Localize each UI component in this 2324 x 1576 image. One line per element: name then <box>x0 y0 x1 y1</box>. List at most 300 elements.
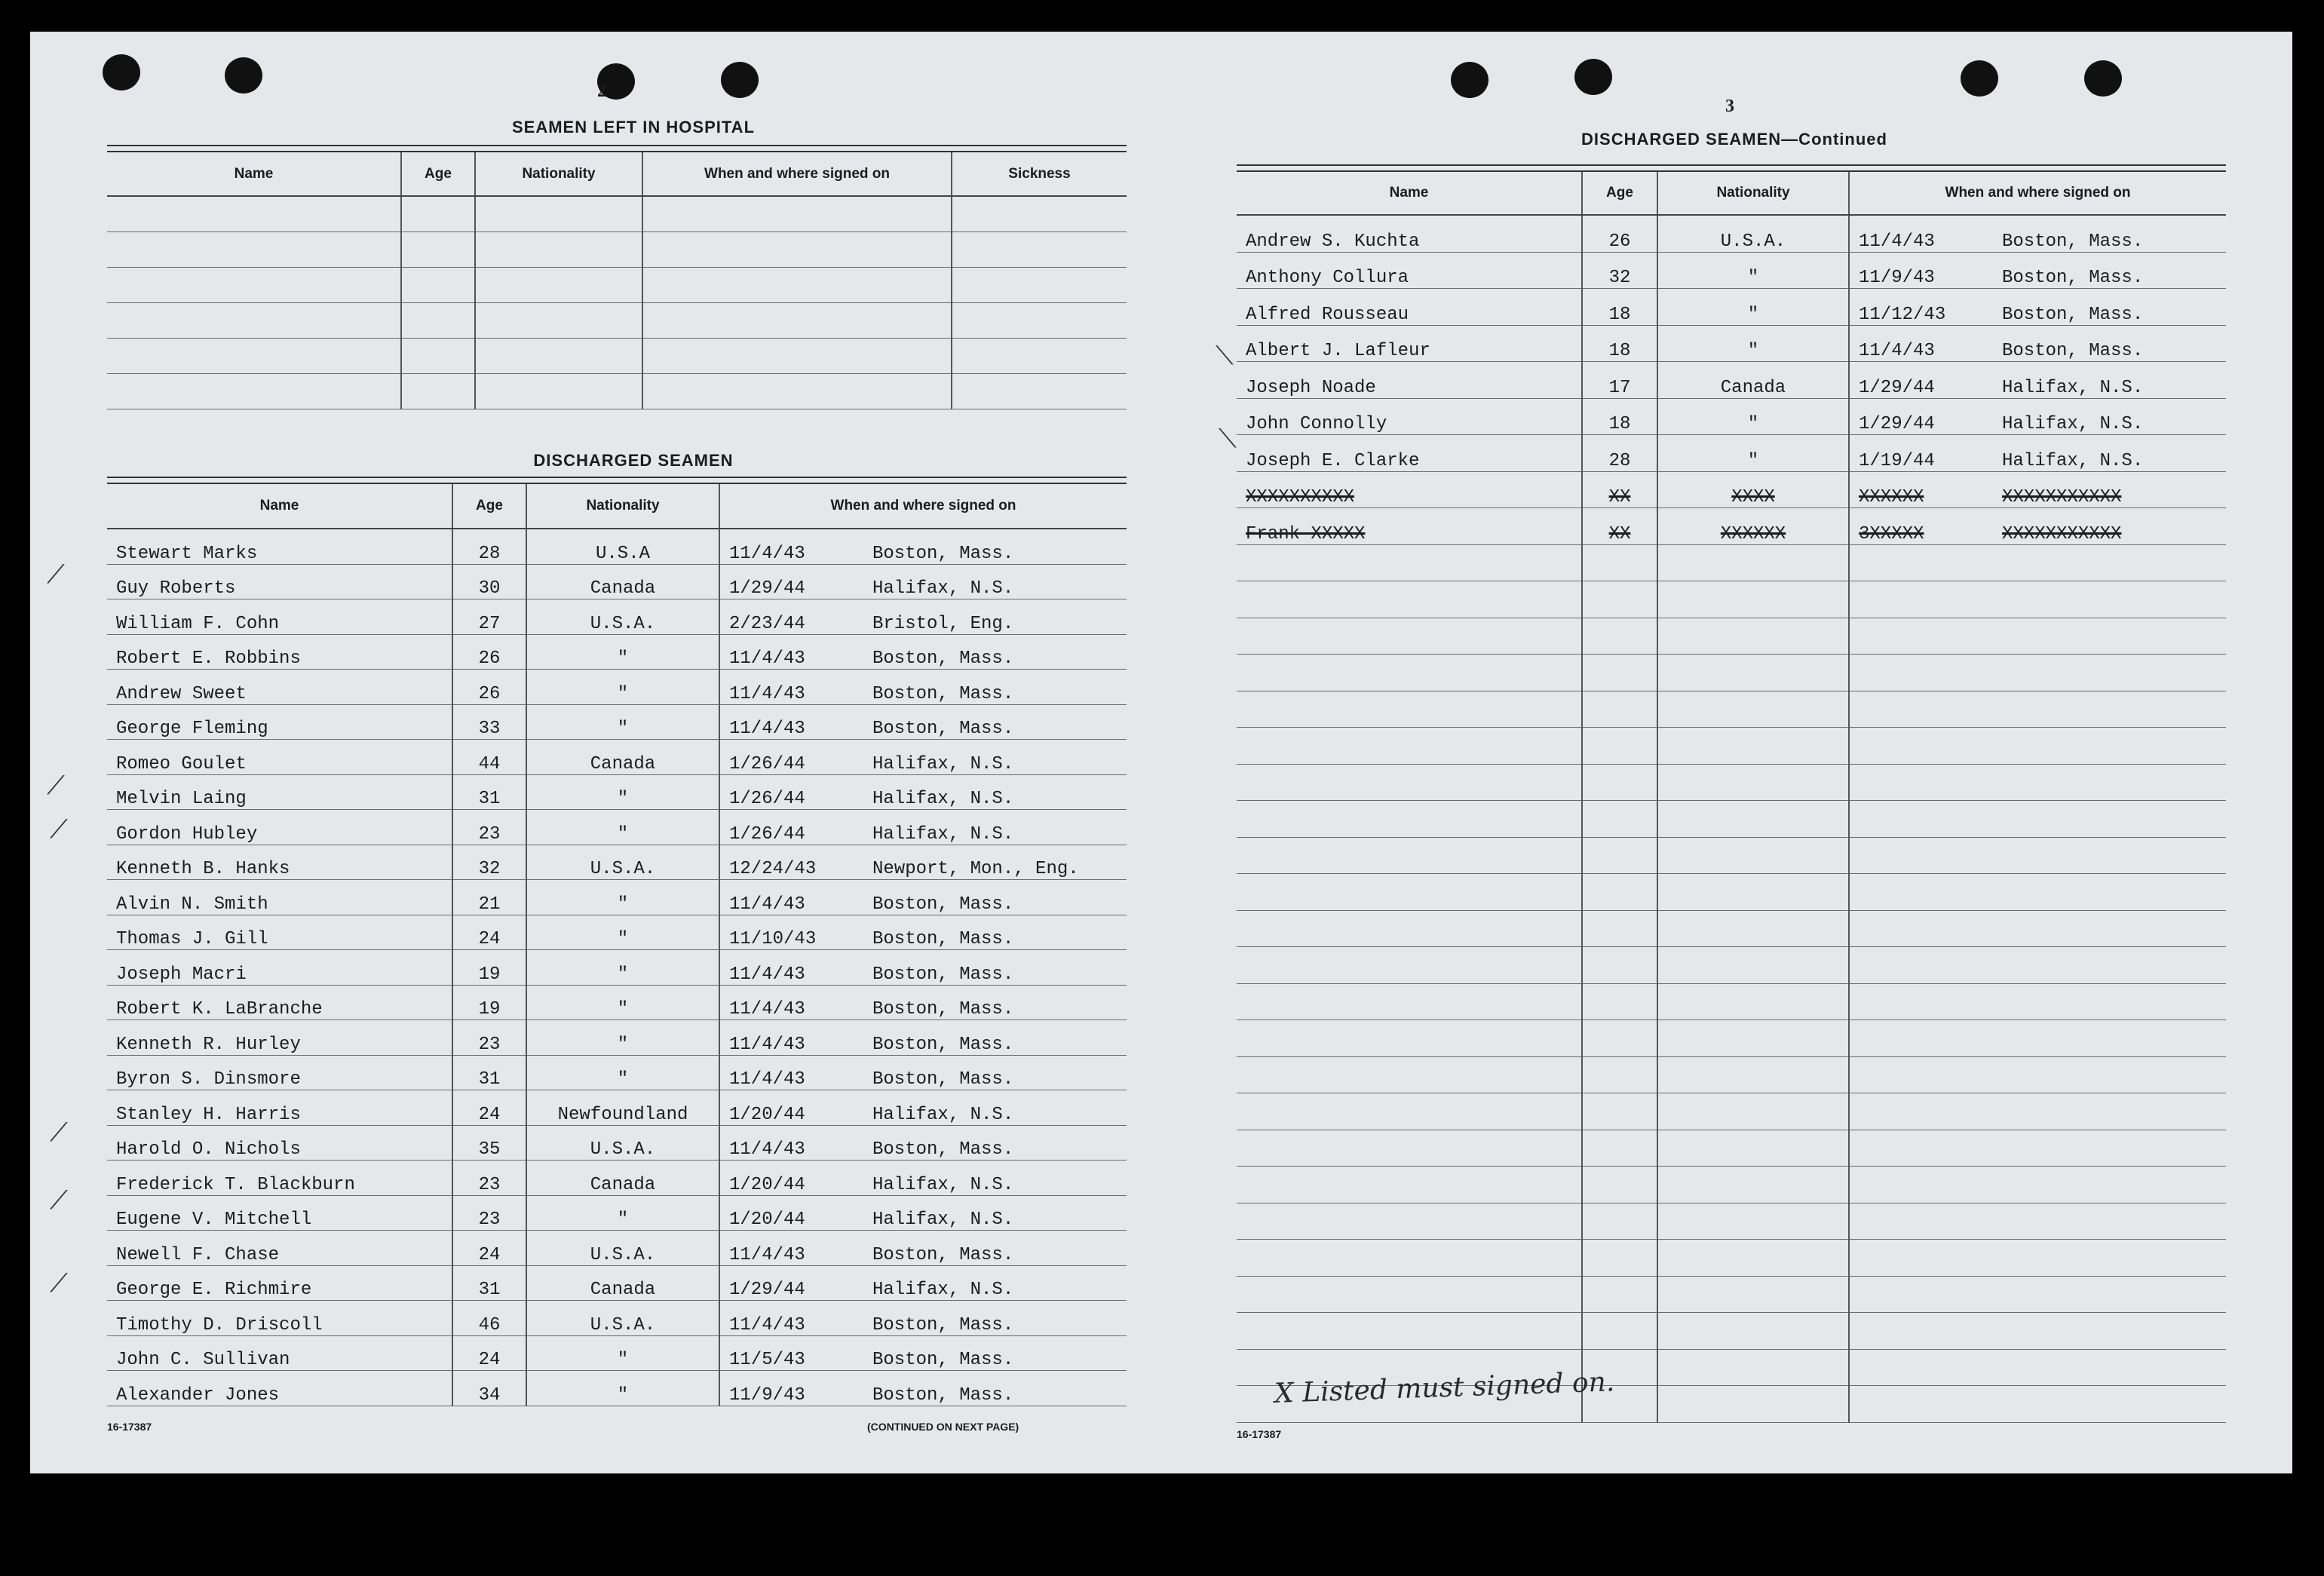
table-row <box>1237 325 2226 362</box>
cell-when-where <box>719 1265 1127 1301</box>
cell-name <box>1237 1093 1582 1130</box>
cell-name: XXXXXXXXXX <box>1237 471 1582 508</box>
signed-on-place: XXXXXXXXXXX <box>2002 523 2122 544</box>
cell-nationality: " <box>1657 435 1849 472</box>
cell-nationality <box>1657 874 1849 911</box>
double-rule <box>107 477 1127 484</box>
cell-age <box>1582 764 1657 801</box>
cell-when-where <box>1849 691 2226 728</box>
cell-when-where <box>719 1020 1127 1056</box>
signed-on-place: Boston, Mass. <box>872 1350 1014 1370</box>
signed-on-place: Boston, Mass. <box>2002 304 2144 325</box>
cell-age: 24 <box>452 1335 526 1371</box>
cell-nationality: " <box>526 1020 719 1056</box>
cell-when-where <box>1849 1130 2226 1167</box>
cell-when-where <box>1849 1056 2226 1093</box>
cell-name: Robert E. Robbins <box>107 634 452 670</box>
cell-when-where <box>719 1195 1127 1231</box>
table-row <box>107 1371 1127 1406</box>
cell-age: 19 <box>452 985 526 1020</box>
cell-age: 23 <box>452 1020 526 1056</box>
cell-nationality <box>1657 1093 1849 1130</box>
signed-on-place: XXXXXXXXXXX <box>2002 487 2122 507</box>
col-header-name: Name <box>1237 172 1582 215</box>
cell-nationality <box>1657 1276 1849 1313</box>
table-row <box>1237 1056 2226 1093</box>
table-row <box>107 950 1127 986</box>
cell-nationality <box>1657 655 1849 691</box>
cell-age: 31 <box>452 1055 526 1090</box>
cell-age: 19 <box>452 950 526 986</box>
page-number: 2 <box>597 81 606 101</box>
signed-on-place: Boston, Mass. <box>872 1384 1014 1406</box>
cell-when-where <box>719 1231 1127 1266</box>
cell-age <box>1582 1276 1657 1313</box>
cell-nationality: " <box>526 915 719 950</box>
cell-nationality <box>1657 947 1849 984</box>
signed-on-place: Halifax, N.S. <box>872 1280 1014 1300</box>
cell-age: 31 <box>452 774 526 810</box>
handwritten-note: X Listed must signed on. <box>1274 1366 1615 1409</box>
discharged-continued-table <box>1237 172 2226 1423</box>
cell-when-where <box>1849 1349 2226 1386</box>
signed-on-date: 11/5/43 <box>729 1350 805 1370</box>
cell-age <box>1582 1130 1657 1167</box>
cell-when-where <box>1849 252 2226 289</box>
cell-when-where <box>719 529 1127 564</box>
cell-when-where <box>1849 1313 2226 1350</box>
cell-name: Kenneth R. Hurley <box>107 1020 452 1056</box>
table-row <box>1237 764 2226 801</box>
cell-nationality: XXXXXX <box>1657 508 1849 545</box>
table-row <box>107 339 1127 374</box>
cell-age: 18 <box>1582 289 1657 326</box>
cell-name: John Connolly <box>1237 398 1582 435</box>
table-row <box>1237 435 2226 472</box>
signed-on-date: 1/29/44 <box>1859 377 1935 398</box>
cell-when-where <box>1849 362 2226 399</box>
table-row <box>1237 1130 2226 1167</box>
discharged-section-title: DISCHARGED SEAMEN <box>533 451 734 470</box>
cell-age: 26 <box>452 670 526 705</box>
form-number: 16-17387 <box>107 1421 152 1433</box>
cell-nationality: " <box>1657 325 1849 362</box>
signed-on-place: Halifax, N.S. <box>2002 414 2144 434</box>
cell-age <box>1582 1313 1657 1350</box>
cell-when-where <box>1849 801 2226 838</box>
col-header-sickness: Sickness <box>952 152 1127 196</box>
cell-when-where <box>719 670 1127 705</box>
hospital-table <box>107 152 1127 409</box>
cell-when-where <box>1849 215 2226 252</box>
cell-age <box>1582 837 1657 874</box>
cell-nationality: U.S.A. <box>526 845 719 880</box>
cell-when-where <box>719 1335 1127 1371</box>
signed-on-place: Boston, Mass. <box>872 683 1014 704</box>
cell-name: Joseph Noade <box>1237 362 1582 399</box>
cell-name: Thomas J. Gill <box>107 915 452 950</box>
signed-on-date: 1/20/44 <box>729 1210 805 1230</box>
cell-nationality <box>1657 1386 1849 1423</box>
table-row <box>1237 1313 2226 1350</box>
signed-on-place: Boston, Mass. <box>872 1069 1014 1090</box>
table-row <box>1237 362 2226 399</box>
table-row <box>107 670 1127 705</box>
cell-nationality <box>1657 1203 1849 1240</box>
cell-nationality: " <box>526 774 719 810</box>
cell-name: Melvin Laing <box>107 774 452 810</box>
cell-name <box>1237 983 1582 1020</box>
cell-when-where <box>1849 1386 2226 1423</box>
signed-on-date: 11/4/43 <box>729 894 805 915</box>
cell-when-where <box>719 810 1127 845</box>
cell-name: Timothy D. Driscoll <box>107 1301 452 1336</box>
cell-name <box>1237 947 1582 984</box>
check-mark: ⟋ <box>50 1185 68 1216</box>
check-mark: ⟋ <box>47 560 65 590</box>
cell-name: Romeo Goulet <box>107 740 452 775</box>
cell-nationality: U.S.A. <box>526 599 719 635</box>
table-row <box>1237 618 2226 655</box>
cell-nationality <box>1657 1313 1849 1350</box>
cell-when-where <box>719 915 1127 950</box>
cell-name <box>1237 837 1582 874</box>
signed-on-place: Boston, Mass. <box>872 1244 1014 1265</box>
cell-name: Frank XXXXX <box>1237 508 1582 545</box>
cell-age: XX <box>1582 508 1657 545</box>
table-row <box>1237 728 2226 765</box>
cell-when-where <box>719 880 1127 915</box>
table-row <box>1237 837 2226 874</box>
cell-name: Stanley H. Harris <box>107 1090 452 1126</box>
cell-name <box>1237 618 1582 655</box>
cell-age: 32 <box>1582 252 1657 289</box>
cell-when-where <box>1849 1276 2226 1313</box>
cell-age: 28 <box>452 529 526 564</box>
col-header-name: Name <box>107 152 401 196</box>
signed-on-place: Halifax, N.S. <box>872 578 1014 599</box>
cell-name: Joseph E. Clarke <box>1237 435 1582 472</box>
cell-when-where <box>1849 471 2226 508</box>
signed-on-date: 11/4/43 <box>729 1034 805 1055</box>
cell-when-where <box>1849 874 2226 911</box>
cell-nationality <box>1657 764 1849 801</box>
cell-when-where <box>719 599 1127 635</box>
signed-on-date: 11/4/43 <box>1859 231 1935 252</box>
table-row <box>107 599 1127 635</box>
cell-when-where <box>1849 1240 2226 1277</box>
signed-on-date: 11/4/43 <box>729 719 805 739</box>
table-row <box>107 232 1127 268</box>
signed-on-date: 1/26/44 <box>729 789 805 809</box>
signed-on-date: 3XXXXX <box>1859 523 1924 544</box>
cell-nationality <box>1657 1167 1849 1203</box>
cell-name <box>1237 1020 1582 1057</box>
signed-on-place: Newport, Mon., Eng. <box>872 859 1079 879</box>
table-row <box>107 880 1127 915</box>
cell-nationality: XXXX <box>1657 471 1849 508</box>
signed-on-place: Boston, Mass. <box>872 1034 1014 1055</box>
cell-when-where <box>719 1125 1127 1161</box>
cell-nationality: " <box>526 810 719 845</box>
cell-when-where <box>719 985 1127 1020</box>
table-row <box>107 634 1127 670</box>
table-row <box>107 740 1127 775</box>
cell-nationality: " <box>526 880 719 915</box>
signed-on-date: 11/4/43 <box>729 964 805 985</box>
cell-age <box>1582 1167 1657 1203</box>
cell-age <box>1582 1203 1657 1240</box>
col-header-name: Name <box>107 484 452 529</box>
cell-nationality <box>1657 1240 1849 1277</box>
cell-name: Joseph Macri <box>107 950 452 986</box>
cell-nationality: " <box>1657 252 1849 289</box>
signed-on-place: Halifax, N.S. <box>872 1210 1014 1230</box>
cell-age: 17 <box>1582 362 1657 399</box>
cell-when-where <box>1849 581 2226 618</box>
cell-when-where <box>719 1161 1127 1196</box>
table-row <box>107 374 1127 409</box>
document-sheet <box>30 32 2292 1473</box>
table-row <box>107 196 1127 232</box>
cell-name <box>1237 874 1582 911</box>
cell-nationality <box>1657 581 1849 618</box>
table-row <box>1237 398 2226 435</box>
table-row <box>107 1055 1127 1090</box>
table-row <box>107 303 1127 339</box>
cell-when-where <box>719 704 1127 740</box>
table-row <box>107 1125 1127 1161</box>
cell-name <box>1237 910 1582 947</box>
cell-when-where <box>1849 508 2226 545</box>
signed-on-place: Boston, Mass. <box>872 894 1014 915</box>
table-row <box>1237 983 2226 1020</box>
cell-nationality: " <box>526 704 719 740</box>
cell-age <box>1582 655 1657 691</box>
cell-nationality: U.S.A. <box>526 1125 719 1161</box>
signed-on-date: 11/4/43 <box>729 683 805 704</box>
table-row <box>1237 1020 2226 1057</box>
signed-on-date: 1/19/44 <box>1859 450 1935 471</box>
cell-nationality <box>1657 691 1849 728</box>
cell-age <box>1582 581 1657 618</box>
signed-on-place: Halifax, N.S. <box>2002 377 2144 398</box>
continued-section-title: DISCHARGED SEAMEN—Continued <box>1581 130 1887 149</box>
cell-when-where <box>1849 435 2226 472</box>
col-header-nationality: Nationality <box>1657 172 1849 215</box>
signed-on-place: Boston, Mass. <box>872 1314 1014 1335</box>
cell-age <box>1582 947 1657 984</box>
cell-name: Andrew S. Kuchta <box>1237 215 1582 252</box>
cell-when-where <box>1849 398 2226 435</box>
cell-age: 23 <box>452 1195 526 1231</box>
cell-nationality: Newfoundland <box>526 1090 719 1126</box>
cell-when-where <box>1849 764 2226 801</box>
table-row <box>107 985 1127 1020</box>
signed-on-date: 1/20/44 <box>729 1174 805 1195</box>
signed-on-date: 1/26/44 <box>729 823 805 845</box>
col-header-nationality: Nationality <box>526 484 719 529</box>
check-mark: ⟋ <box>50 1268 68 1299</box>
signed-on-date: 12/24/43 <box>729 859 817 879</box>
cell-name: Frederick T. Blackburn <box>107 1161 452 1196</box>
cell-when-where <box>1849 983 2226 1020</box>
cell-nationality: " <box>526 1371 719 1406</box>
cell-name: Newell F. Chase <box>107 1231 452 1266</box>
cell-age: 33 <box>452 704 526 740</box>
table-row <box>1237 691 2226 728</box>
signed-on-date: 11/4/43 <box>729 1069 805 1090</box>
cell-age <box>1582 691 1657 728</box>
cell-age: 18 <box>1582 325 1657 362</box>
cell-when-where <box>719 774 1127 810</box>
table-row <box>107 1335 1127 1371</box>
cell-age: 26 <box>1582 215 1657 252</box>
cell-name: Alfred Rousseau <box>1237 289 1582 326</box>
table-row <box>107 774 1127 810</box>
cell-when-where <box>719 1371 1127 1406</box>
cell-when-where <box>719 1055 1127 1090</box>
cell-when-where <box>719 634 1127 670</box>
cell-age: 24 <box>452 915 526 950</box>
cell-name <box>1237 581 1582 618</box>
signed-on-place: Boston, Mass. <box>872 648 1014 669</box>
cell-nationality <box>1657 837 1849 874</box>
cell-nationality: " <box>526 950 719 986</box>
table-row <box>1237 655 2226 691</box>
cell-name: Alexander Jones <box>107 1371 452 1406</box>
cell-name <box>1237 764 1582 801</box>
left-page <box>30 32 1161 1473</box>
cell-age: 30 <box>452 564 526 599</box>
cell-name: Eugene V. Mitchell <box>107 1195 452 1231</box>
signed-on-place: Boston, Mass. <box>872 999 1014 1019</box>
cell-nationality: " <box>1657 398 1849 435</box>
cell-nationality: Canada <box>526 740 719 775</box>
signed-on-place: Halifax, N.S. <box>872 1104 1014 1125</box>
signed-on-date: XXXXXX <box>1859 487 1924 507</box>
cell-nationality <box>1657 910 1849 947</box>
cell-name: Stewart Marks <box>107 529 452 564</box>
cell-nationality: Canada <box>1657 362 1849 399</box>
cell-age <box>1582 874 1657 911</box>
signed-on-date: 11/4/43 <box>729 1244 805 1265</box>
cell-name <box>1237 1130 1582 1167</box>
cell-nationality: Canada <box>526 1161 719 1196</box>
table-row <box>1237 947 2226 984</box>
cell-age: 23 <box>452 810 526 845</box>
cell-name: John C. Sullivan <box>107 1335 452 1371</box>
signed-on-date: 11/4/43 <box>729 1139 805 1160</box>
table-row <box>1237 910 2226 947</box>
table-row <box>1237 289 2226 326</box>
cell-age <box>1582 544 1657 581</box>
table-row <box>107 1161 1127 1196</box>
col-header-age: Age <box>1582 172 1657 215</box>
signed-on-date: 11/9/43 <box>1859 268 1935 288</box>
signed-on-place: Boston, Mass. <box>872 929 1014 949</box>
cell-nationality <box>1657 1130 1849 1167</box>
cell-age: 44 <box>452 740 526 775</box>
signed-on-place: Halifax, N.S. <box>872 753 1014 774</box>
cell-nationality: Canada <box>526 564 719 599</box>
signed-on-date: 11/12/43 <box>1859 304 1946 325</box>
cell-nationality: Canada <box>526 1265 719 1301</box>
cell-nationality <box>1657 1020 1849 1057</box>
signed-on-date: 1/26/44 <box>729 753 805 774</box>
cell-name <box>1237 1203 1582 1240</box>
col-header-age: Age <box>401 152 475 196</box>
cell-age: 26 <box>452 634 526 670</box>
table-row <box>107 1020 1127 1056</box>
cell-age: 46 <box>452 1301 526 1336</box>
cell-age <box>1582 910 1657 947</box>
cell-age: 28 <box>1582 435 1657 472</box>
col-header-when-where: When and where signed on <box>642 152 952 196</box>
form-number: 16-17387 <box>1237 1428 1282 1440</box>
cell-nationality: " <box>526 985 719 1020</box>
cell-name <box>1237 691 1582 728</box>
cell-when-where <box>719 950 1127 986</box>
cell-when-where <box>719 1301 1127 1336</box>
cell-age: 32 <box>452 845 526 880</box>
signed-on-date: 1/20/44 <box>729 1104 805 1125</box>
check-mark: ⟋ <box>47 771 65 801</box>
table-row <box>107 268 1127 303</box>
signed-on-place: Bristol, Eng. <box>872 613 1014 634</box>
cell-when-where <box>1849 1093 2226 1130</box>
cell-when-where <box>1849 837 2226 874</box>
cell-age <box>1582 1240 1657 1277</box>
cell-nationality: U.S.A. <box>526 1231 719 1266</box>
signed-on-place: Boston, Mass. <box>2002 341 2144 361</box>
signed-on-date: 11/9/43 <box>729 1384 805 1406</box>
table-row <box>1237 1240 2226 1277</box>
cell-when-where <box>719 564 1127 599</box>
cell-age: 27 <box>452 599 526 635</box>
cell-when-where <box>1849 325 2226 362</box>
signed-on-place: Halifax, N.S. <box>872 823 1014 845</box>
table-row <box>1237 215 2226 252</box>
signed-on-date: 2/23/44 <box>729 613 805 634</box>
cell-name <box>1237 1056 1582 1093</box>
cell-nationality <box>1657 544 1849 581</box>
table-row <box>1237 1276 2226 1313</box>
signed-on-date: 1/29/44 <box>1859 414 1935 434</box>
cell-when-where <box>1849 910 2226 947</box>
signed-on-date: 1/29/44 <box>729 1280 805 1300</box>
cell-age <box>1582 618 1657 655</box>
cell-when-where <box>719 740 1127 775</box>
cell-name <box>1237 1240 1582 1277</box>
table-row <box>1237 544 2226 581</box>
cell-nationality: " <box>526 1335 719 1371</box>
signed-on-place: Boston, Mass. <box>2002 268 2144 288</box>
table-row <box>1237 508 2226 545</box>
cell-name <box>1237 1167 1582 1203</box>
cell-when-where <box>1849 728 2226 765</box>
cell-nationality <box>1657 801 1849 838</box>
table-row <box>1237 1093 2226 1130</box>
cell-name: Albert J. Lafleur <box>1237 325 1582 362</box>
table-row <box>107 704 1127 740</box>
table-row <box>1237 874 2226 911</box>
cell-nationality: U.S.A. <box>526 1301 719 1336</box>
double-rule <box>107 145 1127 152</box>
signed-on-date: 11/10/43 <box>729 929 817 949</box>
col-header-when-where: When and where signed on <box>719 484 1127 529</box>
col-header-nationality: Nationality <box>475 152 642 196</box>
